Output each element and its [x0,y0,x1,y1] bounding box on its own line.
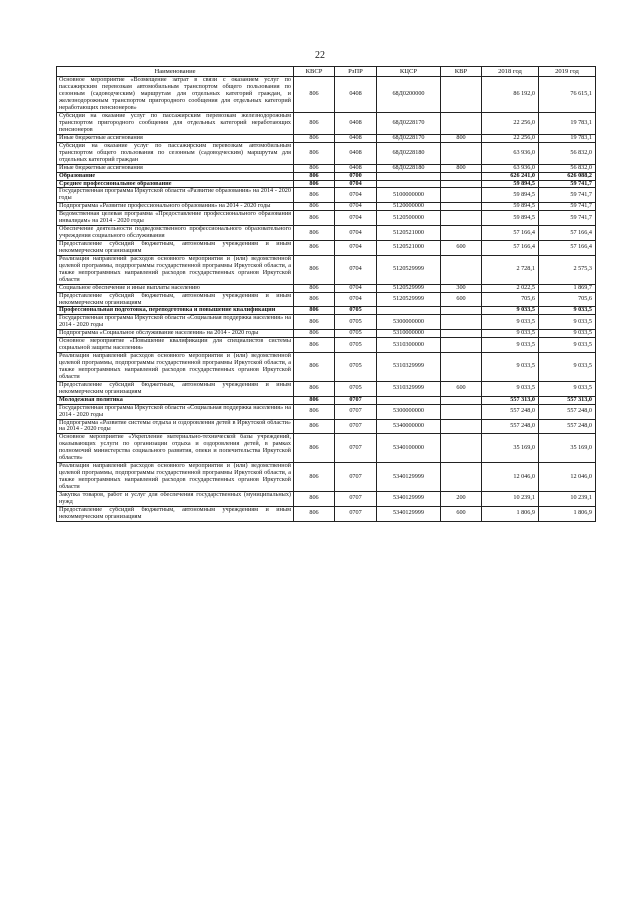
table-row [57,463,596,492]
kcsr-cell: 5310000000 [377,330,441,338]
amount-2019-cell: 9 033,5 [539,353,596,382]
row-name-cell: Образование [57,172,294,180]
kvsr-cell: 806 [294,381,335,396]
table-header-row [57,67,596,77]
amount-2019-cell: 59 741,7 [539,188,596,203]
table-row [57,353,596,382]
kvsr-cell: 806 [294,134,335,142]
amount-2018-cell: 10 239,1 [482,491,539,506]
amount-2018-cell: 1 806,9 [482,506,539,521]
amount-2019-cell: 56 832,0 [539,142,596,164]
rzpr-cell: 0704 [335,203,377,211]
kvr-cell: 800 [441,164,482,172]
table-row [57,284,596,292]
table-row [57,404,596,419]
amount-2018-cell: 557 248,0 [482,419,539,434]
amount-2019-cell: 626 088,2 [539,172,596,180]
kcsr-cell: 5120000000 [377,203,441,211]
amount-2019-cell: 56 832,0 [539,164,596,172]
kvsr-cell: 806 [294,404,335,419]
table-row [57,211,596,226]
kvr-cell [441,396,482,404]
kvr-cell [441,463,482,492]
amount-2018-cell: 22 256,0 [482,134,539,142]
kvr-cell: 600 [441,506,482,521]
header-kcsr: КЦСР [377,67,441,77]
row-name-cell: Реализация направлений расходов основного мероприятия и (или) ведомственной целевой программы, подпрограммы государственной программы Иркутской области, а также непрограммных направлений расходов государственных органов Иркутской области [57,255,294,284]
kvr-cell: 800 [441,134,482,142]
kcsr-cell: 68Д0228180 [377,142,441,164]
kvsr-cell: 806 [294,284,335,292]
amount-2019-cell: 557 248,0 [539,404,596,419]
kcsr-cell: 5120521000 [377,226,441,241]
rzpr-cell: 0705 [335,381,377,396]
amount-2019-cell: 9 033,5 [539,315,596,330]
kvsr-cell: 806 [294,211,335,226]
kcsr-cell [377,396,441,404]
table-row [57,255,596,284]
row-name-cell: Государственная программа Иркутской области «Социальная поддержка населения» на 2014 - 2020 годы [57,404,294,419]
kvsr-cell: 806 [294,419,335,434]
table-row [57,396,596,404]
amount-2018-cell: 22 256,0 [482,113,539,135]
kcsr-cell: 5340100000 [377,434,441,463]
table-body [57,77,596,521]
kcsr-cell [377,172,441,180]
rzpr-cell: 0408 [335,77,377,113]
table-row [57,491,596,506]
table-row [57,77,596,113]
amount-2018-cell: 86 192,0 [482,77,539,113]
row-name-cell: Предоставление субсидий бюджетным, автономным учреждениям и иным некоммерческим организациям [57,381,294,396]
kcsr-cell: 5300000000 [377,315,441,330]
rzpr-cell: 0700 [335,172,377,180]
kvsr-cell: 806 [294,172,335,180]
kvr-cell: 600 [441,241,482,256]
row-name-cell: Предоставление субсидий бюджетным, автономным учреждениям и иным некоммерческим организациям [57,506,294,521]
row-name-cell: Социальное обеспечение и иные выплаты населению [57,284,294,292]
rzpr-cell: 0705 [335,315,377,330]
kcsr-cell: 5340129999 [377,463,441,492]
kcsr-cell: 5310300000 [377,338,441,353]
kcsr-cell: 5120529999 [377,292,441,307]
row-name-cell: Основное мероприятие «Повышение квалификации для специалистов системы социальной защиты населения» [57,338,294,353]
kvsr-cell: 806 [294,330,335,338]
rzpr-cell: 0705 [335,330,377,338]
rzpr-cell: 0707 [335,491,377,506]
row-name-cell: Ведомственная целевая программа «Предоставление профессионального образования инвалидам» на 2014 - 2020 годы [57,211,294,226]
table-row [57,434,596,463]
kvr-cell [441,113,482,135]
amount-2018-cell: 9 033,5 [482,330,539,338]
kvsr-cell: 806 [294,292,335,307]
kcsr-cell: 5300000000 [377,404,441,419]
kvr-cell [441,353,482,382]
kvr-cell [441,142,482,164]
table-row [57,164,596,172]
amount-2019-cell: 10 239,1 [539,491,596,506]
amount-2018-cell: 705,6 [482,292,539,307]
kvr-cell [441,255,482,284]
amount-2019-cell: 705,6 [539,292,596,307]
kcsr-cell: 68Д0228170 [377,134,441,142]
kvr-cell [441,172,482,180]
rzpr-cell: 0408 [335,164,377,172]
amount-2019-cell: 12 046,0 [539,463,596,492]
row-name-cell: Молодежная политика [57,396,294,404]
kcsr-cell: 5120529999 [377,284,441,292]
row-name-cell: Подпрограмма «Развитие системы отдыха и оздоровления детей в Иркутской области» на 2014 - 2020 годы [57,419,294,434]
amount-2019-cell: 2 575,3 [539,255,596,284]
amount-2019-cell: 59 741,7 [539,211,596,226]
rzpr-cell: 0705 [335,338,377,353]
kvsr-cell: 806 [294,188,335,203]
amount-2018-cell: 626 241,0 [482,172,539,180]
amount-2019-cell: 9 033,5 [539,381,596,396]
kvsr-cell: 806 [294,506,335,521]
kcsr-cell: 5310329999 [377,381,441,396]
kvsr-cell: 806 [294,142,335,164]
table-row [57,506,596,521]
kvsr-cell: 806 [294,226,335,241]
kvr-cell [441,315,482,330]
rzpr-cell: 0707 [335,396,377,404]
rzpr-cell: 0704 [335,241,377,256]
kcsr-cell [377,180,441,188]
rzpr-cell: 0704 [335,211,377,226]
amount-2018-cell: 57 166,4 [482,226,539,241]
rzpr-cell: 0408 [335,113,377,135]
table-row [57,142,596,164]
amount-2018-cell: 9 033,5 [482,315,539,330]
rzpr-cell: 0705 [335,353,377,382]
kcsr-cell: 68Д0228180 [377,164,441,172]
kvsr-cell: 806 [294,434,335,463]
row-name-cell: Среднее профессиональное образование [57,180,294,188]
amount-2018-cell: 557 248,0 [482,404,539,419]
amount-2018-cell: 9 033,5 [482,353,539,382]
row-name-cell: Реализация направлений расходов основного мероприятия и (или) ведомственной целевой программы, подпрограммы государственной программы Иркутской области, а также непрограммных направлений расходов государственных органов Иркутской области [57,353,294,382]
row-name-cell: Обеспечение деятельности подведомственного профессионального образовательного учреждения социального обслуживания [57,226,294,241]
kvr-cell [441,211,482,226]
amount-2018-cell: 59 894,5 [482,180,539,188]
rzpr-cell: 0704 [335,180,377,188]
kvsr-cell: 806 [294,396,335,404]
row-name-cell: Государственная программа Иркутской области «Развитие образования» на 2014 - 2020 годы [57,188,294,203]
rzpr-cell: 0705 [335,307,377,315]
amount-2019-cell: 9 033,5 [539,338,596,353]
amount-2018-cell: 2 728,1 [482,255,539,284]
header-kvr: КВР [441,67,482,77]
kvsr-cell: 806 [294,203,335,211]
kvsr-cell: 806 [294,307,335,315]
rzpr-cell: 0704 [335,292,377,307]
kvr-cell [441,188,482,203]
rzpr-cell: 0707 [335,434,377,463]
kvsr-cell: 806 [294,113,335,135]
amount-2019-cell: 76 615,1 [539,77,596,113]
amount-2018-cell: 63 936,0 [482,142,539,164]
kvr-cell [441,307,482,315]
kcsr-cell [377,307,441,315]
kcsr-cell: 5340000000 [377,419,441,434]
header-name: Наименование [57,67,294,77]
amount-2018-cell: 2 022,5 [482,284,539,292]
table-row [57,381,596,396]
kvsr-cell: 806 [294,315,335,330]
page-number: 22 [315,50,325,61]
kvsr-cell: 806 [294,463,335,492]
rzpr-cell: 0704 [335,255,377,284]
kvr-cell [441,330,482,338]
kvr-cell [441,338,482,353]
row-name-cell: Предоставление субсидий бюджетным, автономным учреждениям и иным некоммерческим организациям [57,292,294,307]
table-row [57,172,596,180]
rzpr-cell: 0704 [335,226,377,241]
row-name-cell: Профессиональная подготовка, переподготовка и повышение квалификации [57,307,294,315]
amount-2019-cell: 35 169,0 [539,434,596,463]
amount-2018-cell: 57 166,4 [482,241,539,256]
row-name-cell: Государственная программа Иркутской области «Социальная поддержка населения» на 2014 - 2020 годы [57,315,294,330]
kvsr-cell: 806 [294,77,335,113]
amount-2018-cell: 35 169,0 [482,434,539,463]
row-name-cell: Основное мероприятие «Укрепление материально-технической базы учреждений, оказывающих услуги по организации отдыха и оздоровления детей, в рамках полномочий министерства социального развития, опеки и попечительства Иркутской области» [57,434,294,463]
kcsr-cell: 68Д0228170 [377,113,441,135]
amount-2018-cell: 59 894,5 [482,211,539,226]
amount-2018-cell: 9 033,5 [482,338,539,353]
row-name-cell: Закупка товаров, работ и услуг для обеспечения государственных (муниципальных) нужд [57,491,294,506]
kvsr-cell: 806 [294,241,335,256]
kvr-cell [441,180,482,188]
kvsr-cell: 806 [294,353,335,382]
row-name-cell: Предоставление субсидий бюджетным, автономным учреждениям и иным некоммерческим организациям [57,241,294,256]
kcsr-cell: 5120500000 [377,211,441,226]
amount-2019-cell: 557 313,0 [539,396,596,404]
amount-2019-cell: 59 741,7 [539,203,596,211]
rzpr-cell: 0707 [335,419,377,434]
kcsr-cell: 5120529999 [377,255,441,284]
row-name-cell: Субсидии на оказание услуг по пассажирским перевозкам железнодорожным транспортом пригородного сообщения для отдельных категорий неработающих пенсионеров [57,113,294,135]
kvr-cell: 300 [441,284,482,292]
rzpr-cell: 0707 [335,506,377,521]
table-row [57,419,596,434]
header-2019: 2019 год [539,67,596,77]
amount-2019-cell: 57 166,4 [539,226,596,241]
row-name-cell: Подпрограмма «Развитие профессионального образования» на 2014 - 2020 годы [57,203,294,211]
kcsr-cell: 5100000000 [377,188,441,203]
table-row [57,338,596,353]
header-2018: 2018 год [482,67,539,77]
amount-2018-cell: 9 033,5 [482,307,539,315]
amount-2019-cell: 1 806,9 [539,506,596,521]
rzpr-cell: 0408 [335,134,377,142]
amount-2018-cell: 12 046,0 [482,463,539,492]
kvr-cell: 600 [441,381,482,396]
amount-2019-cell: 19 783,1 [539,113,596,135]
kcsr-cell: 5120521000 [377,241,441,256]
row-name-cell: Субсидии на оказание услуг по пассажирским перевозкам автомобильным транспортом общего пользования по сезонным (садоводческим) маршрутам для отдельных категорий граждан [57,142,294,164]
row-name-cell: Иные бюджетные ассигнования [57,134,294,142]
table-row [57,315,596,330]
amount-2019-cell: 59 741,7 [539,180,596,188]
kvr-cell [441,419,482,434]
kvsr-cell: 806 [294,255,335,284]
header-rzpr: РзПР [335,67,377,77]
amount-2019-cell: 9 033,5 [539,307,596,315]
rzpr-cell: 0707 [335,404,377,419]
rzpr-cell: 0704 [335,188,377,203]
amount-2019-cell: 557 248,0 [539,419,596,434]
amount-2019-cell: 1 869,7 [539,284,596,292]
amount-2018-cell: 63 936,0 [482,164,539,172]
kvr-cell [441,226,482,241]
amount-2019-cell: 9 033,5 [539,330,596,338]
table-row [57,292,596,307]
amount-2018-cell: 9 033,5 [482,381,539,396]
amount-2019-cell: 57 166,4 [539,241,596,256]
kcsr-cell: 5310329999 [377,353,441,382]
row-name-cell: Реализация направлений расходов основного мероприятия и (или) ведомственной целевой программы, подпрограммы государственной программы Иркутской области, а также непрограммных направлений расходов государственных органов Иркутской области [57,463,294,492]
kcsr-cell: 5340129999 [377,491,441,506]
table-row [57,113,596,135]
kcsr-cell: 68Д0200000 [377,77,441,113]
table-row [57,241,596,256]
kvr-cell [441,404,482,419]
kvr-cell: 200 [441,491,482,506]
table-row [57,226,596,241]
rzpr-cell: 0704 [335,284,377,292]
rzpr-cell: 0707 [335,463,377,492]
kcsr-cell: 5340129999 [377,506,441,521]
kvsr-cell: 806 [294,164,335,172]
rzpr-cell: 0408 [335,142,377,164]
amount-2018-cell: 59 894,5 [482,203,539,211]
kvr-cell [441,77,482,113]
budget-table [56,66,596,522]
amount-2018-cell: 557 313,0 [482,396,539,404]
row-name-cell: Подпрограмма «Социальное обслуживание населения» на 2014 - 2020 годы [57,330,294,338]
row-name-cell: Иные бюджетные ассигнования [57,164,294,172]
kvsr-cell: 806 [294,180,335,188]
kvsr-cell: 806 [294,338,335,353]
table-row [57,188,596,203]
amount-2018-cell: 59 894,5 [482,188,539,203]
kvr-cell [441,203,482,211]
kvsr-cell: 806 [294,491,335,506]
kvr-cell: 600 [441,292,482,307]
amount-2019-cell: 19 783,1 [539,134,596,142]
kvr-cell [441,434,482,463]
header-kvsr: КВСР [294,67,335,77]
row-name-cell: Основное мероприятие «Возмещение затрат в связи с оказанием услуг по пассажирским перевозкам автомобильным транспортом общего пользования по сезонным (садоводческим) маршрутам для отдельных категорий граждан, и железнодорожным транспортом пригородного сообщения для отдельных категорий неработающих пенсионеров» [57,77,294,113]
